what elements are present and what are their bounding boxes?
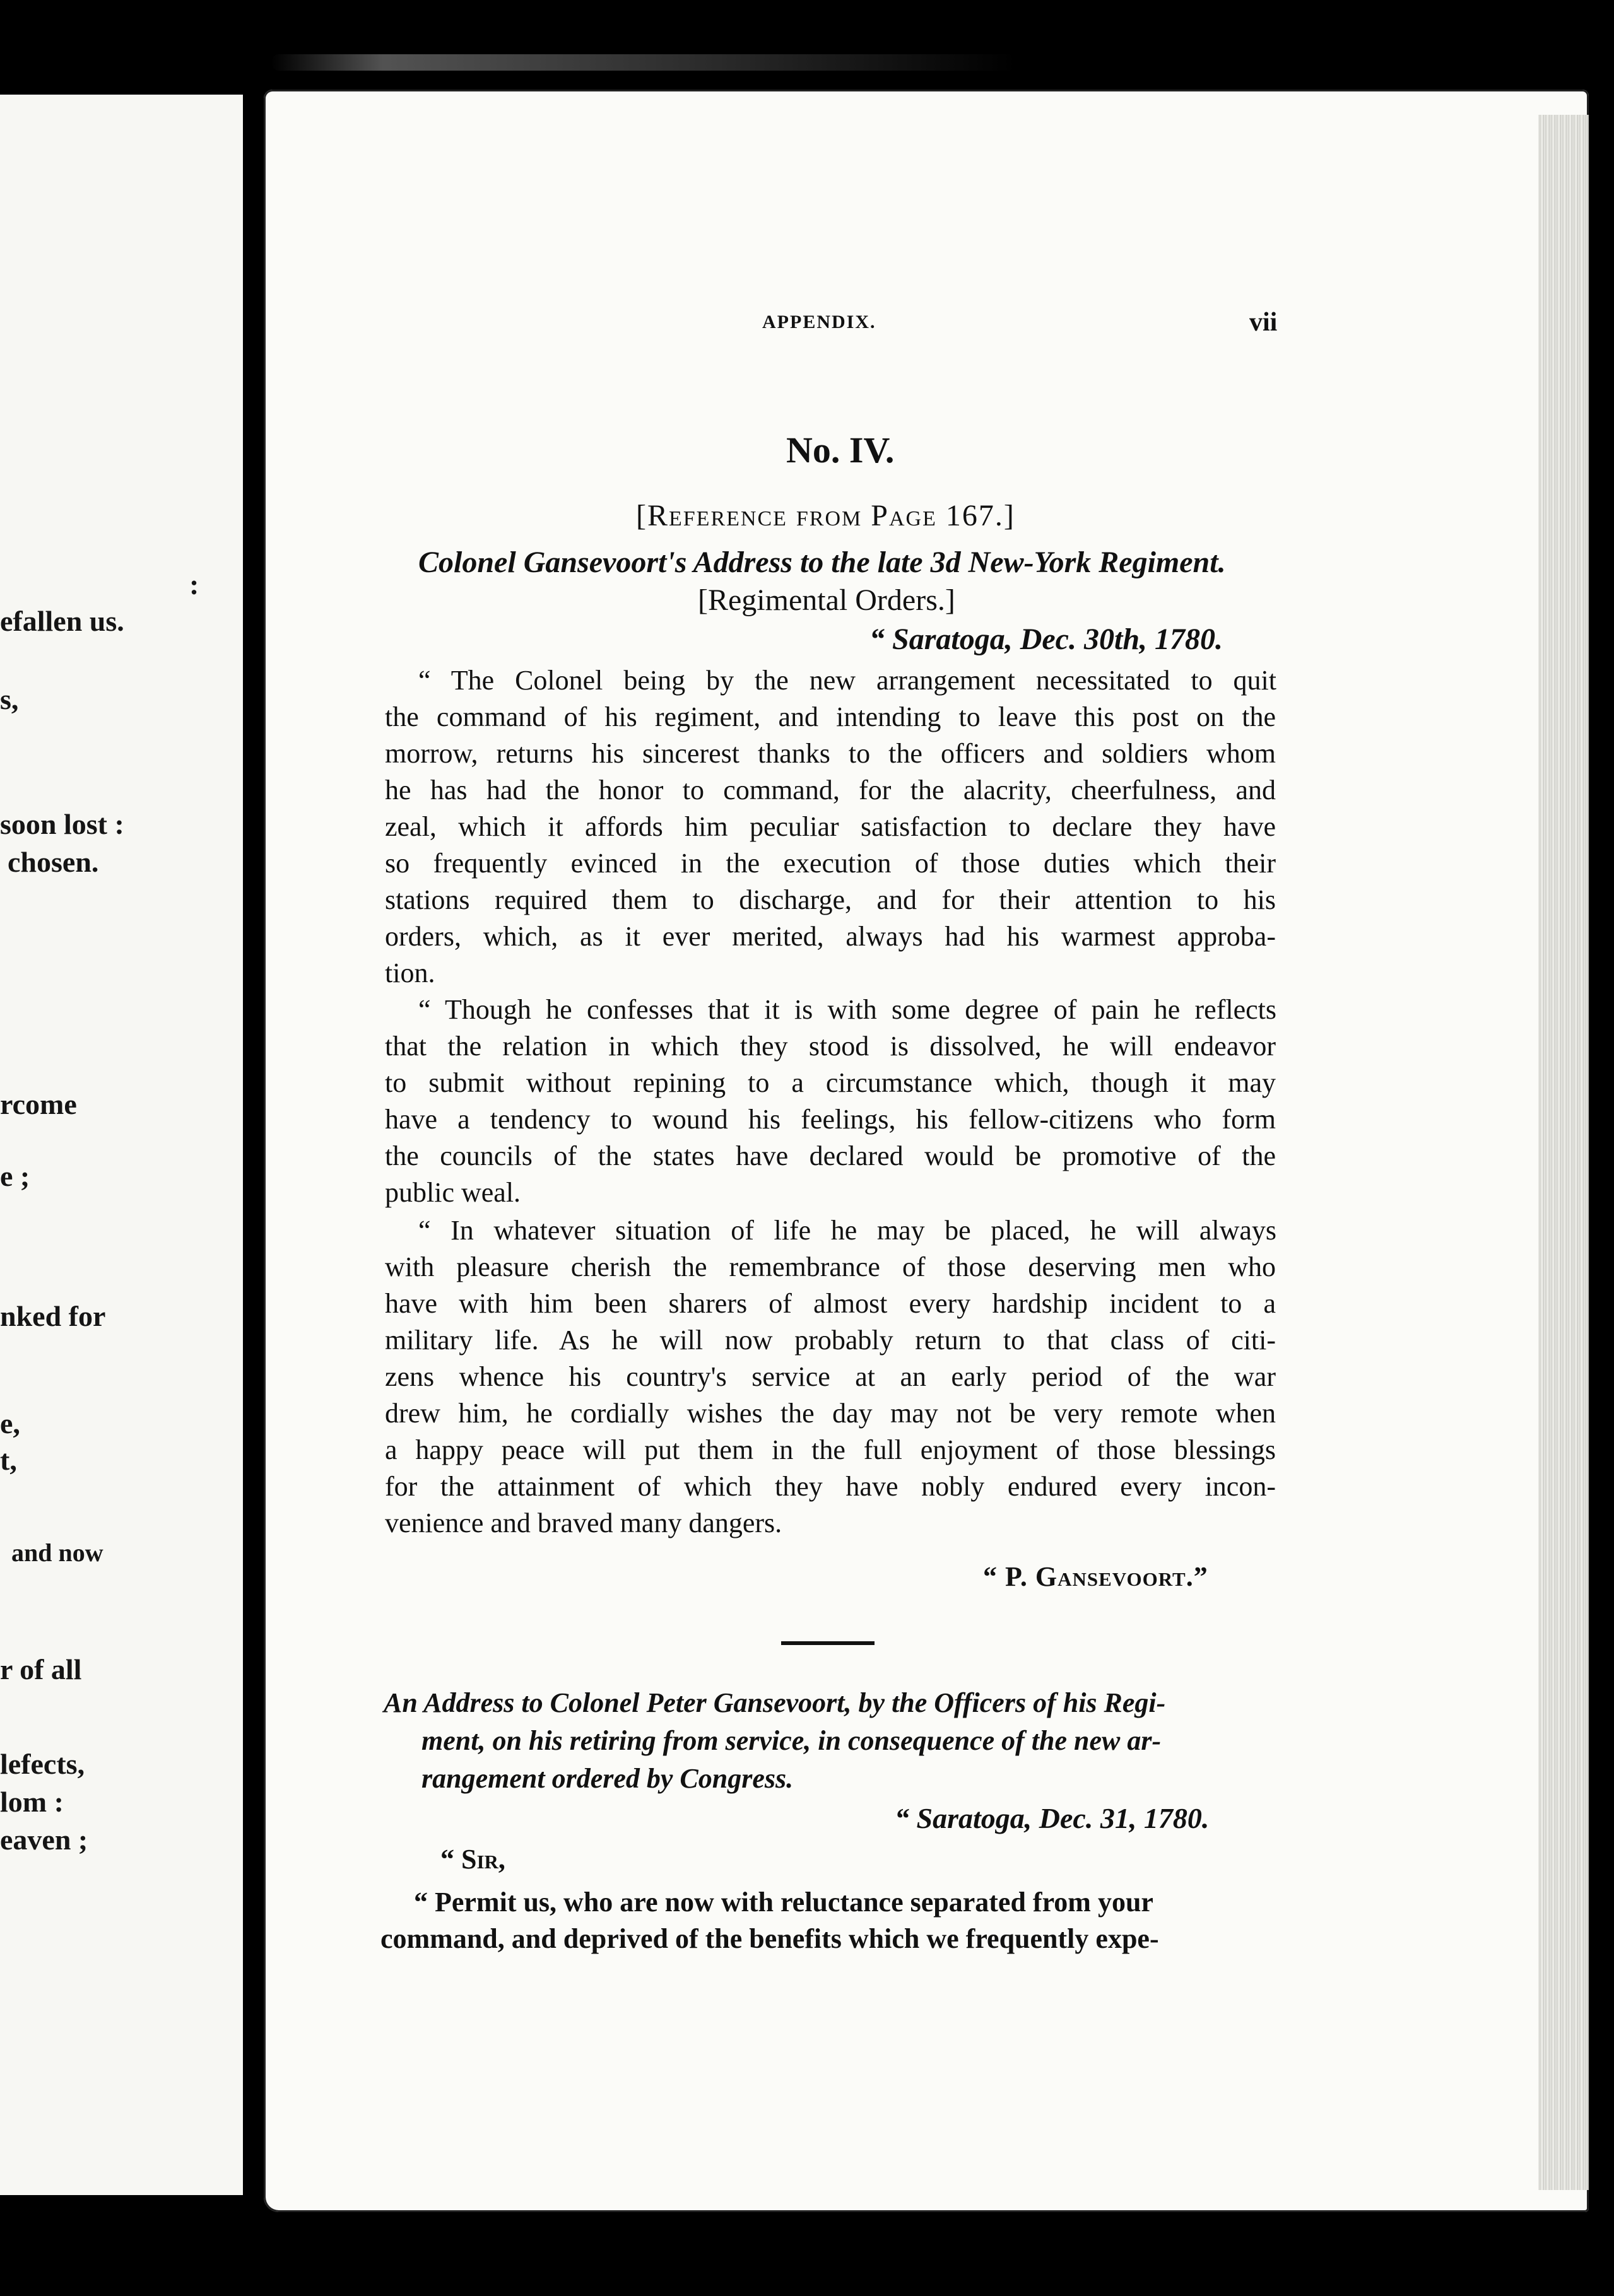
address-line: so frequently evinced in the execution of those duties which their [385,848,1276,879]
left-text-fragment: nked for [0,1300,106,1332]
address-line: zeal, which it affords him peculiar satisfaction to declare they have [385,811,1276,842]
address-line: “ Though he confesses that it is with some degree of pain he reflects [418,994,1276,1025]
left-text-fragment: : [189,568,199,600]
left-page-fragment [0,95,243,2195]
scan-smudge [271,54,1016,71]
letter-line: command, and deprived of the benefits which we frequently expe- [380,1923,1159,1954]
section-title: Colonel Gansevoort's Address to the late 3d New-York Regiment. [418,546,1226,579]
letter-line: “ Permit us, who are now with reluctance separated from your [414,1887,1153,1918]
address-line: tion. [385,958,435,988]
address-line: “ The Colonel being by the new arrangement necessitated to quit [418,665,1276,696]
address-line: “ In whatever situation of life he may be placed, he will always [418,1215,1276,1246]
left-text-fragment: efallen us. [0,605,124,637]
address-line: that the relation in which they stood is dissolved, he will endeavor [385,1031,1276,1062]
left-text-fragment: lefects, [0,1748,85,1780]
address-line: zens whence his country's service at an early period of the war [385,1361,1276,1392]
page-number: vii [1249,308,1278,337]
dateline: “ Saratoga, Dec. 30th, 1780. [869,623,1223,656]
address-line: a happy peace will put them in the full enjoyment of those blessings [385,1434,1276,1465]
left-text-fragment: t, [0,1444,17,1476]
address-line: public weal. [385,1177,521,1208]
signature: “ P. Gansevoort.” [983,1561,1208,1592]
running-head: APPENDIX. [762,312,876,332]
salutation: “ Sir, [440,1844,505,1875]
left-text-fragment: r of all [0,1653,82,1685]
left-text-fragment: and now [11,1538,103,1567]
address-line: for the attainment of which they have nobly endured every incon- [385,1471,1276,1502]
address-line: have a tendency to wound his feelings, his fellow-citizens who form [385,1104,1276,1135]
left-text-fragment: s, [0,683,19,715]
address-heading-line: rangement ordered by Congress. [421,1763,794,1794]
page-reference: [Reference from Page 167.] [636,499,1015,532]
page-edge-shadow [1538,115,1589,2190]
dateline: “ Saratoga, Dec. 31, 1780. [895,1802,1210,1834]
left-text-fragment: lom : [0,1786,64,1818]
address-line: orders, which, as it ever merited, always had his warmest approba- [385,921,1276,952]
section-subtitle: [Regimental Orders.] [698,583,955,617]
left-text-fragment: chosen. [8,846,99,878]
address-line: venience and braved many dangers. [385,1508,782,1538]
address-line: stations required them to discharge, and for their attention to his [385,884,1276,915]
address-heading-line: ment, on his retiring from service, in consequence of the new ar- [421,1725,1162,1756]
address-line: the councils of the states have declared would be promotive of the [385,1140,1276,1171]
left-text-fragment: rcome [0,1088,77,1120]
address-heading-line: An Address to Colonel Peter Gansevoort, by the Officers of his Regi- [384,1687,1166,1718]
address-line: with pleasure cherish the remembrance of those deserving men who [385,1251,1276,1282]
section-number: No. IV. [786,430,895,471]
address-line: morrow, returns his sincerest thanks to the officers and soldiers whom [385,738,1276,769]
left-text-fragment: e ; [0,1160,30,1192]
left-text-fragment: soon lost : [0,808,124,840]
book-page [264,90,1589,2212]
address-line: have with him been sharers of almost every hardship incident to a [385,1288,1276,1319]
address-line: he has had the honor to command, for the alacrity, cheerfulness, and [385,775,1276,805]
address-line: the command of his regiment, and intending to leave this post on the [385,701,1276,732]
address-line: to submit without repining to a circumstance which, though it may [385,1067,1276,1098]
address-line: military life. As he will now probably return to that class of citi- [385,1325,1276,1356]
left-text-fragment: eaven ; [0,1824,88,1856]
left-text-fragment: e, [0,1407,20,1439]
address-line: drew him, he cordially wishes the day may not be very remote when [385,1398,1276,1429]
section-divider [781,1641,875,1645]
